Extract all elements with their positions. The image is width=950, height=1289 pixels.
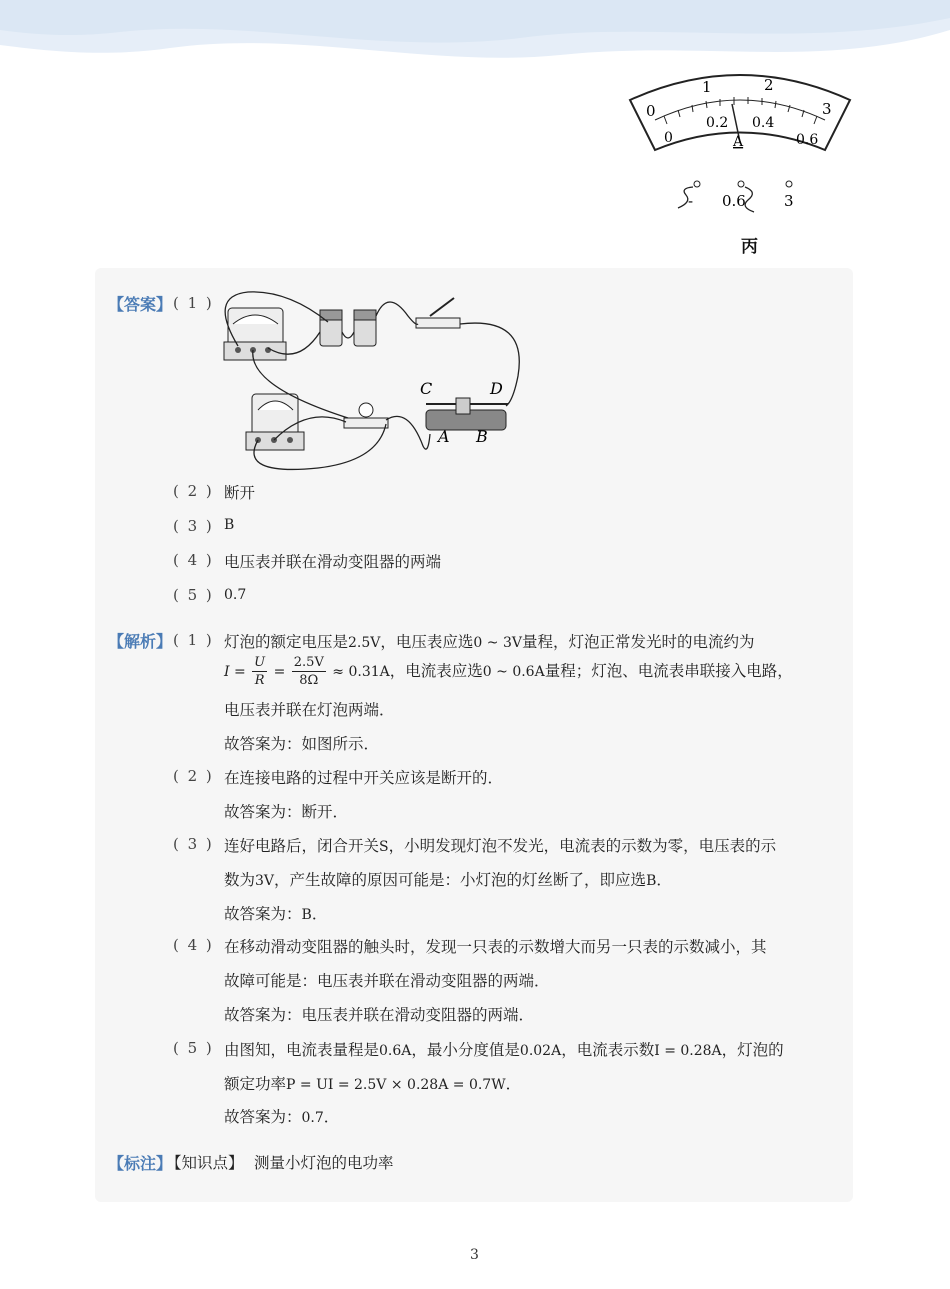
ammeter-figure bbox=[620, 70, 860, 220]
analysis-4-num: ( 4 ) bbox=[173, 936, 214, 954]
analysis-3-num: ( 3 ) bbox=[173, 835, 214, 853]
answer-3-text: B bbox=[224, 517, 235, 533]
analysis-1-line1: 灯泡的额定电压是2.5V，电压表应选0 ~ 3V量程，灯泡正常发光时的电流约为 bbox=[224, 633, 755, 651]
analysis-4-line1: 在移动滑动变阻器的触头时，发现一只表的示数增大而另一只表的示数减小，其 bbox=[224, 938, 767, 956]
answer-5-num: ( 5 ) bbox=[173, 586, 214, 604]
answer-1-num: ( 1 ) bbox=[173, 294, 214, 312]
label-B: B bbox=[476, 427, 488, 446]
answer-2-num: ( 2 ) bbox=[173, 482, 214, 500]
answer-5-text: 0.7 bbox=[224, 587, 247, 603]
meter-top-3: 3 bbox=[822, 100, 832, 118]
answer-4-num: ( 4 ) bbox=[173, 551, 214, 569]
page-number: 3 bbox=[470, 1247, 479, 1263]
analysis-4-line3: 故答案为：电压表并联在滑动变阻器的两端． bbox=[224, 1006, 535, 1024]
terminal-3: 3 bbox=[784, 192, 794, 210]
meter-top-2: 2 bbox=[764, 76, 774, 94]
analysis-1-num: ( 1 ) bbox=[173, 631, 214, 649]
answer-tag: 【答案】 bbox=[108, 295, 173, 314]
analysis-5-line1: 由图知，电流表量程是0.6A，最小分度值是0.02A，电流表示数I = 0.28A，灯泡的 bbox=[224, 1041, 784, 1059]
analysis-3-line2: 数为3V，产生故障的原因可能是：小灯泡的灯丝断了，即应选B． bbox=[224, 871, 672, 889]
analysis-tag: 【解析】 bbox=[108, 632, 173, 651]
analysis-2-line1: 在连接电路的过程中开关应该是断开的． bbox=[224, 769, 504, 787]
analysis-4-line2: 故障可能是：电压表并联在滑动变阻器的两端． bbox=[224, 972, 550, 990]
meter-bottom-2: 0.4 bbox=[752, 115, 775, 131]
analysis-2-line2: 故答案为：断开． bbox=[224, 803, 349, 821]
header-wave-decoration bbox=[0, 0, 950, 80]
fraction-values: $\frac{2.5V}{8\Omega}$ bbox=[293, 655, 324, 688]
label-C: C bbox=[420, 379, 433, 398]
meter-bottom-1: 0.2 bbox=[706, 115, 729, 131]
analysis-5-line2: 额定功率P = UI = 2.5V × 0.28A = 0.7W． bbox=[224, 1075, 522, 1093]
knowledge-point-label: 【知识点】 bbox=[166, 1154, 244, 1172]
analysis-1-line2: I = $\frac{U}{R}$ = $\frac{2.5V}{8\Omega}$ ≈ 0.31A，电流表应选0 ~ 0.6A量程；灯泡、电流表串联接入电路， bbox=[224, 655, 793, 688]
knowledge-point-text: 测量小灯泡的电功率 bbox=[254, 1154, 394, 1172]
meter-bottom-3: 0.6 bbox=[796, 132, 819, 148]
circuit-diagram bbox=[218, 286, 528, 476]
meter-top-0: 0 bbox=[646, 102, 656, 120]
fraction-U-R: $\frac{U}{R}$ bbox=[254, 655, 266, 688]
terminal-negative: - bbox=[688, 192, 694, 210]
answer-3-num: ( 3 ) bbox=[173, 517, 214, 535]
meter-unit: A bbox=[733, 134, 744, 150]
answer-2-text: 断开 bbox=[224, 484, 256, 502]
label-A: A bbox=[438, 427, 450, 446]
analysis-1-line4: 故答案为：如图所示． bbox=[224, 735, 380, 753]
analysis-2-num: ( 2 ) bbox=[173, 767, 214, 785]
analysis-5-line3: 故答案为：0.7． bbox=[224, 1108, 340, 1126]
figure-label: 丙 bbox=[741, 237, 758, 257]
meter-bottom-0: 0 bbox=[664, 130, 673, 146]
analysis-5-num: ( 5 ) bbox=[173, 1039, 214, 1057]
meter-top-1: 1 bbox=[702, 78, 712, 96]
note-tag: 【标注】 bbox=[108, 1154, 173, 1173]
analysis-3-line3: 故答案为：B． bbox=[224, 905, 328, 923]
analysis-3-line1: 连好电路后，闭合开关S，小明发现灯泡不发光，电流表的示数为零，电压表的示 bbox=[224, 837, 777, 855]
analysis-1-line3: 电压表并联在灯泡两端． bbox=[224, 701, 395, 719]
label-D: D bbox=[490, 379, 503, 398]
terminal-0-6: 0.6 bbox=[722, 192, 746, 210]
answer-4-text: 电压表并联在滑动变阻器的两端 bbox=[224, 553, 442, 571]
